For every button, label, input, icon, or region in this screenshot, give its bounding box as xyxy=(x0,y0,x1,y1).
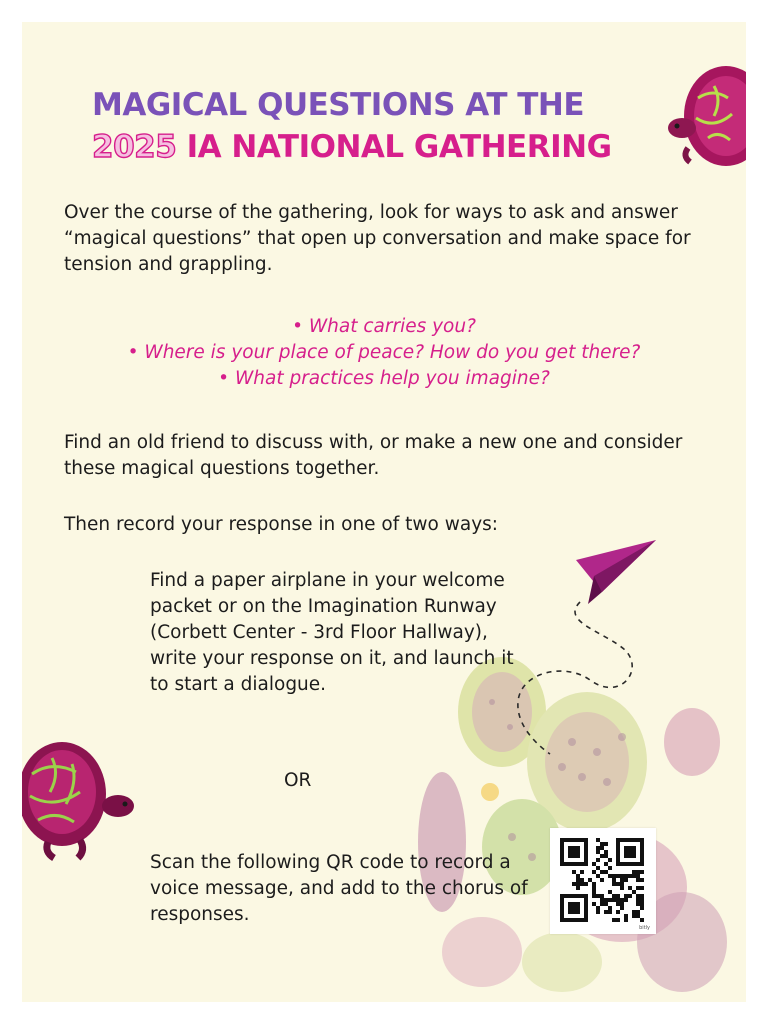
or-divider: OR xyxy=(284,770,312,791)
title-line-1: MAGICAL QUESTIONS AT THE xyxy=(92,87,585,123)
turtle-illustration xyxy=(22,734,140,864)
poster-title xyxy=(92,84,612,168)
qr-tag: bitly xyxy=(639,925,650,931)
question-item: • What carries you? xyxy=(292,316,476,337)
poster xyxy=(22,22,746,1002)
qr-option: Scan the following QR code to record a voice message, and add to the chorus of responses. xyxy=(150,852,528,925)
record-intro: Then record your response in one of two ways: xyxy=(64,514,499,535)
paper-airplane-icon xyxy=(510,532,660,762)
question-item: • What practices help you imagine? xyxy=(218,368,550,389)
turtle-illustration xyxy=(668,58,746,170)
magical-questions-list xyxy=(22,314,746,392)
airplane-option: Find a paper airplane in your welcome packet or on the Imagination Runway (Corbett Center - 3rd Floor Hallway), write your response on it, and launch it to start a dialogue. xyxy=(150,570,514,695)
title-line-2 xyxy=(92,126,612,168)
find-friend-paragraph: Find an old friend to discuss with, or make a new one and consider these magical questions together. xyxy=(64,432,683,479)
qr-code-pattern xyxy=(560,838,644,922)
title-event: IA NATIONAL GATHERING xyxy=(176,129,612,165)
question-item: • Where is your place of peace? How do you get there? xyxy=(127,342,641,363)
intro-paragraph: Over the course of the gathering, look for ways to ask and answer “magical questions” that open up conversation and make space for tension and grappling. xyxy=(64,202,691,275)
qr-code[interactable] xyxy=(550,828,656,934)
title-year: 2025 xyxy=(92,129,177,165)
